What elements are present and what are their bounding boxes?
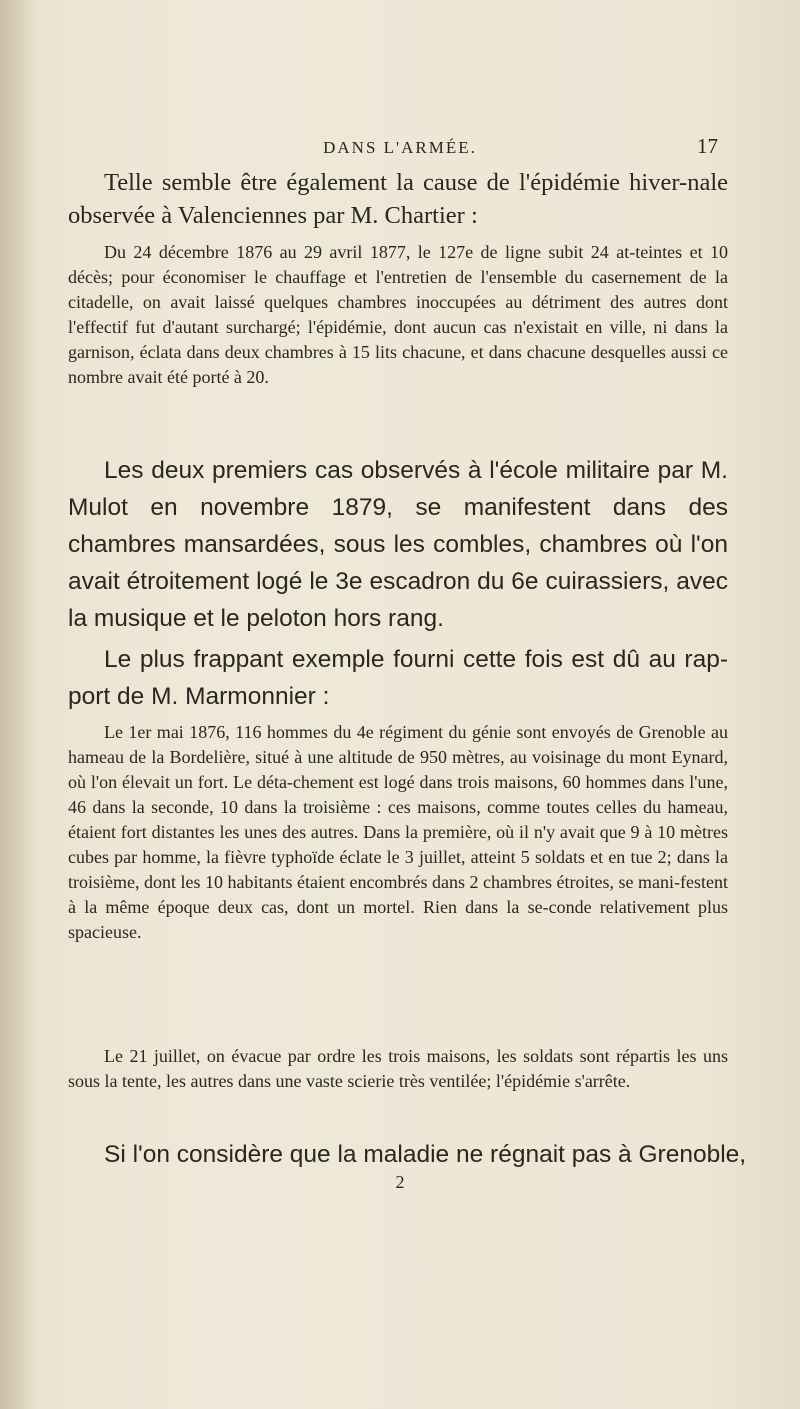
paragraph-text: Les deux premiers cas observés à l'école militaire par M. Mulot en novembre 1879, se manifestent dans des chambres mansardées, sous les combles, chambres où l'on avait étroitement logé le 3e escadron du 6e cuirassiers, avec la musique et le peloton hors rang. [68, 457, 728, 632]
running-header [0, 134, 800, 158]
paragraph-text: Le plus frappant exemple fourni cette fois est dû au rap-port de M. Marmonnier : [68, 646, 728, 710]
page-number: 17 [697, 134, 718, 158]
paragraph-text: Le 21 juillet, on évacue par ordre les trois maisons, les soldats sont répartis les uns sous la tente, les autres dans une vaste scierie très ventilée; l'épidémie s'arrête. [68, 1046, 728, 1091]
quote-grenoble [68, 720, 728, 945]
paragraph-closing [68, 1136, 747, 1173]
quote-evacuation [68, 1044, 728, 1094]
paragraph-text: Du 24 décembre 1876 au 29 avril 1877, le 127e de ligne subit 24 at-teintes et 10 décès; pour économiser le chauffage et l'entretien de l'ensemble du casernement de la citadelle, on avait laissé quelques chambres inoccupées au détriment des autres dont l'effectif fut d'autant surchargé; l'épidémie, dont aucun cas n'existait en ville, ni dans la garnison, éclata dans deux chambres à 15 lits chacune, et dans chacune desquelles aussi ce nombre avait été porté à 20. [68, 242, 728, 387]
running-title: DANS L'ARMÉE. [323, 138, 477, 157]
paragraph-ecole-militaire [68, 452, 728, 637]
paragraph-marmonnier-intro [68, 641, 728, 715]
paragraph-text: Si l'on considère que la maladie ne régnait pas à Grenoble, [104, 1141, 747, 1168]
paragraph-text: Le 1er mai 1876, 116 hommes du 4e régiment du génie sont envoyés de Grenoble au hameau de la Bordelière, situé à une altitude de 950 mètres, au voisinage du mont Eynard, où l'on élevait un fort. Le déta-chement est logé dans trois maisons, 60 hommes dans l'une, 46 dans la seconde, 10 dans la troisième : ces maisons, comme toutes celles du hameau, étaient fort distantes les unes des autres. Dans la première, où il n'y avait que 9 à 10 mètres cubes par homme, la fièvre typhoïde éclate le 3 juillet, atteint 5 soldats et en tue 2; dans la troisième, dont les 10 habitants étaient encombrés dans 2 chambres étroites, se mani-festent à la même époque deux cas, dont un mortel. Rien dans la se-conde relativement plus spacieuse. [68, 722, 728, 942]
quote-valenciennes [68, 240, 728, 390]
paragraph-intro [68, 166, 728, 232]
paragraph-text: Telle semble être également la cause de l'épidémie hiver-nale observée à Valenciennes par M. Chartier : [68, 169, 728, 229]
signature-mark: 2 [395, 1172, 405, 1192]
